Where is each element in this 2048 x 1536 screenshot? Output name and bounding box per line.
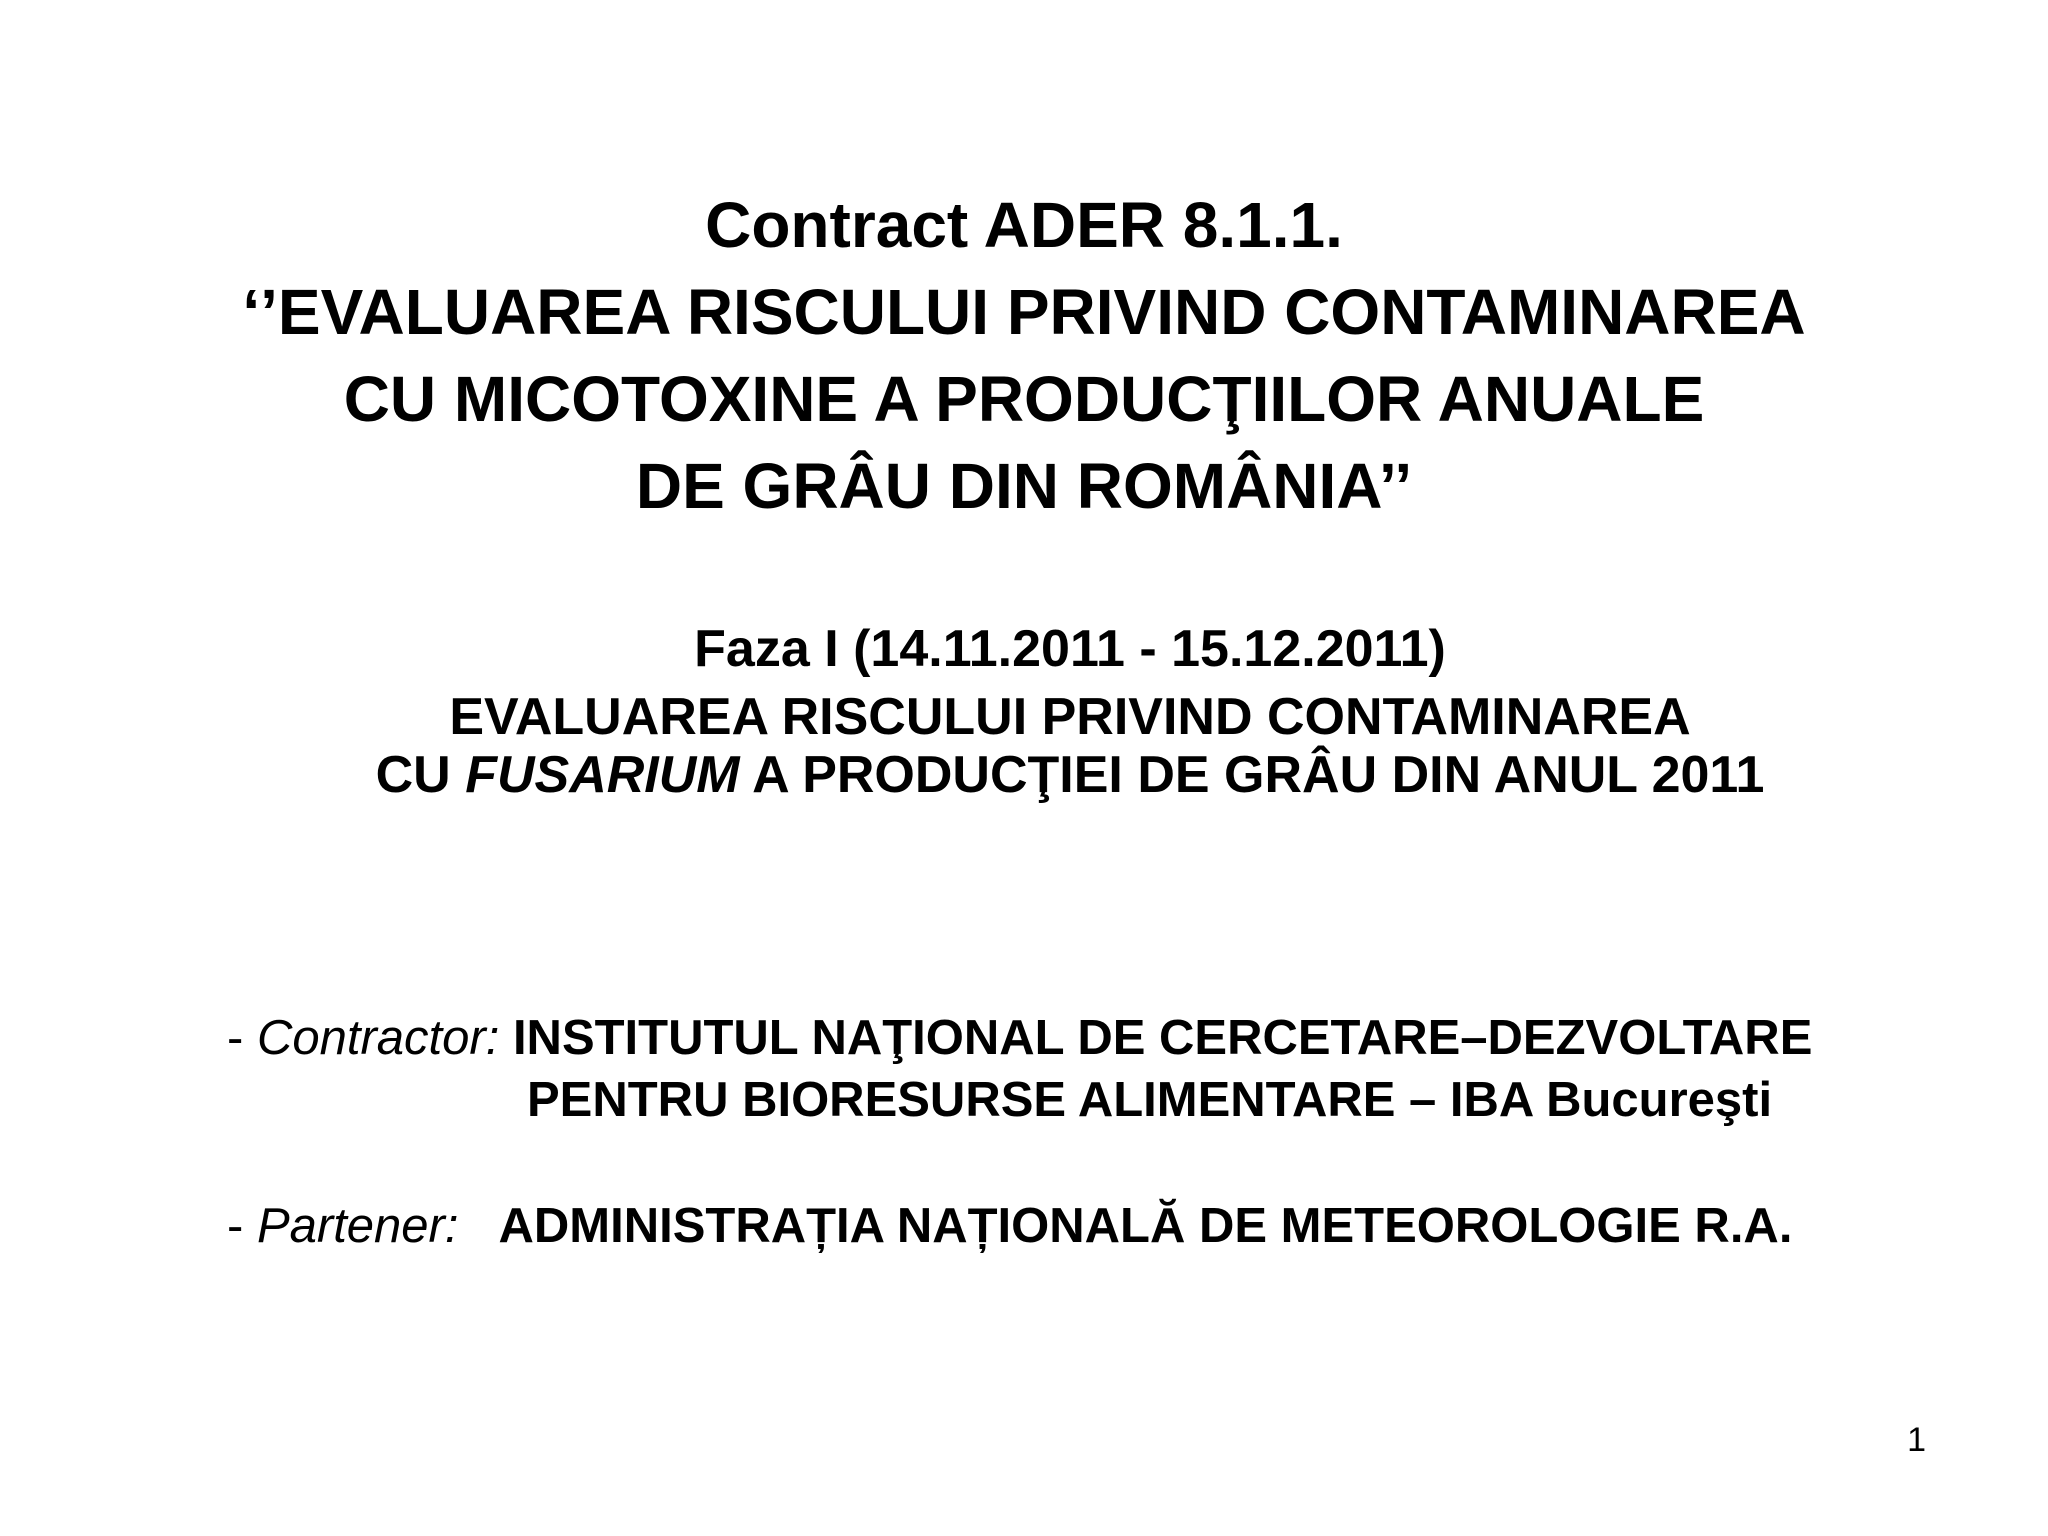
phase-title-prefix: CU: [375, 746, 466, 804]
phase-title-line-2: [250, 746, 1890, 804]
contract-title-line-1: ‘’EVALUAREA RISCULUI PRIVIND CONTAMINAREA: [242, 276, 1806, 348]
contract-title: [0, 182, 2048, 530]
partner-name: ADMINISTRAȚIA NAȚIONALĂ DE METEOROLOGIE R.A.: [498, 1199, 1793, 1253]
partner-row: [227, 1196, 1792, 1256]
contractor-name-line-1: INSTITUTUL NAŢIONAL DE CERCETARE–DEZVOLTARE: [512, 1011, 1813, 1065]
phase-dates: Faza I (14.11.2011 - 15.12.2011): [694, 620, 1446, 678]
phase-title-line-1: EVALUAREA RISCULUI PRIVIND CONTAMINAREA: [449, 688, 1691, 746]
contractor-dash: -: [227, 1011, 257, 1065]
contract-title-line-2: CU MICOTOXINE A PRODUCŢIILOR ANUALE: [343, 363, 1705, 435]
phase-title-suffix: A PRODUCŢIEI DE GRÂU DIN ANUL 2011: [739, 746, 1765, 804]
contractor-row-continued: [527, 1070, 1772, 1130]
contractor-row: [227, 1008, 1812, 1068]
fusarium-term: FUSARIUM: [465, 746, 740, 804]
phase-section: [250, 620, 1890, 804]
partner-label: Partener:: [256, 1199, 459, 1253]
partner-dash: -: [227, 1199, 257, 1253]
contractor-name-line-2: PENTRU BIORESURSE ALIMENTARE – IBA Bucureşti: [527, 1073, 1773, 1127]
contract-title-line-3: DE GRÂU DIN ROMÂNIA’’: [635, 450, 1413, 522]
contractor-label: Contractor:: [256, 1011, 500, 1065]
page-number: 1: [1907, 1421, 1926, 1459]
contract-number: Contract ADER 8.1.1.: [705, 189, 1343, 261]
